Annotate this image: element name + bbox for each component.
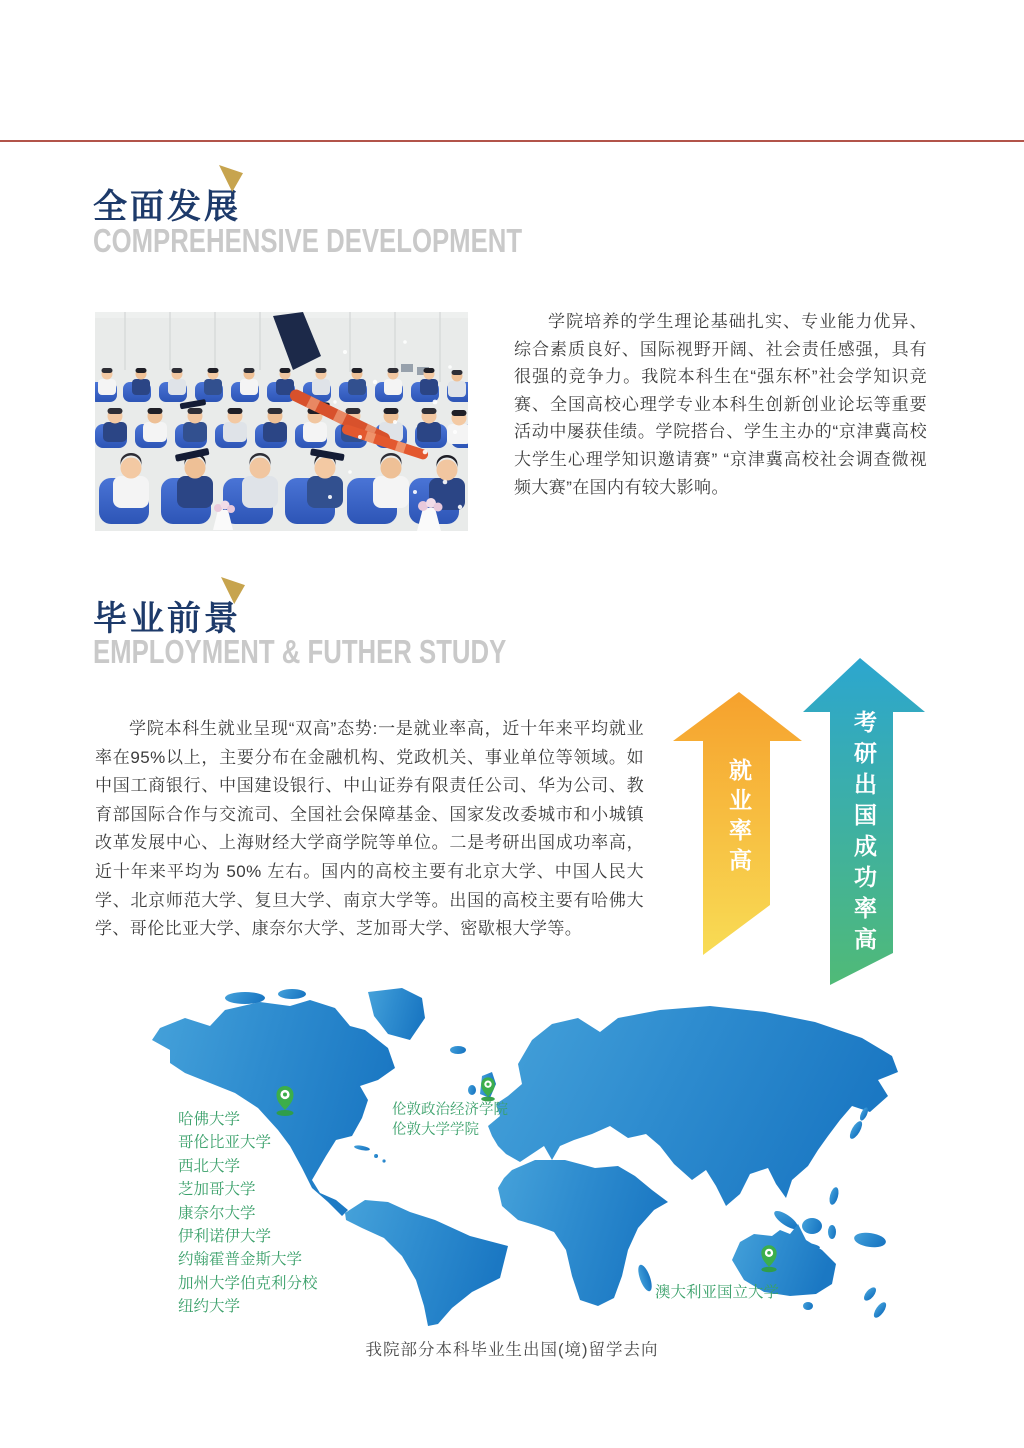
uk-location-pin-icon: [481, 1077, 495, 1101]
usa-universities-list: [178, 1108, 318, 1319]
australia-university-label: 澳大利亚国立大学: [655, 1284, 780, 1301]
list-item: 西北大学: [178, 1157, 241, 1175]
further-study-arrow-label: 考研出国成功率高: [851, 710, 877, 958]
uk-universities-list: [392, 1100, 508, 1140]
section2-subtitle: EMPLOYMENT & FUTHER STUDY: [93, 633, 507, 670]
section1-subtitle: COMPREHENSIVE DEVELOPMENT: [93, 222, 523, 259]
list-item: 纽约大学: [178, 1298, 241, 1316]
list-item: 哈佛大学: [178, 1111, 241, 1128]
list-item: 伦敦大学学院: [392, 1122, 479, 1138]
section1-title: 全面发展: [93, 188, 241, 226]
map-caption: 我院部分本科毕业生出国(境)留学去向: [365, 1341, 659, 1359]
list-item: 加州大学伯克利分校: [178, 1274, 318, 1292]
list-item: 伦敦政治经济学院: [392, 1102, 508, 1118]
list-item: 哥伦比亚大学: [178, 1134, 272, 1152]
section1-paragraph: 学院培养的学生理论基础扎实、专业能力优异、综合素质良好、国际视野开阔、社会责任感强，具有很强的竞争力。我院本科生在“强东杯”社会学知识竞赛、全国高校心理学专业本科生创新创业论坛等重要活动中屡获佳绩。学院搭台、学生主办的“京津冀高校大学生心理学知识邀请赛” “京津冀高校社会调查微视频大赛”在国内有较大影响。: [514, 312, 927, 497]
employment-rate-arrow-label: 就业率高: [726, 758, 752, 878]
employment-arrows-graphic: [660, 650, 930, 995]
list-item: 芝加哥大学: [178, 1181, 256, 1199]
section2-title: 毕业前景: [93, 600, 241, 638]
graduation-ceremony-photo: [95, 312, 468, 531]
top-divider-line: [0, 140, 1024, 142]
list-item: 伊利诺伊大学: [178, 1228, 272, 1246]
australia-location-pin-icon: [761, 1245, 776, 1272]
list-item: 约翰霍普金斯大学: [178, 1251, 303, 1269]
list-item: 康奈尔大学: [178, 1204, 256, 1222]
section2-paragraph: 学院本科生就业呈现“双高”态势:一是就业率高，近十年来平均就业率在95%以上，主要分布在金融机构、党政机关、事业单位等领域。如中国工商银行、中国建设银行、中山证券有限责任公司、华为公司、教育部国际合作与交流司、全国社会保障基金、国家发改委城市和小城镇改革发展中心、上海财经大学商学院等单位。二是考研出国成功率高，近十年来平均为 50% 左右。国内的高校主要有北京大学、中国人民大学、北京师范大学、复旦大学、南京大学等。出国的高校主要有哈佛大学、哥伦比亚大学、康奈尔大学、芝加哥大学、密歇根大学等。: [95, 719, 644, 939]
